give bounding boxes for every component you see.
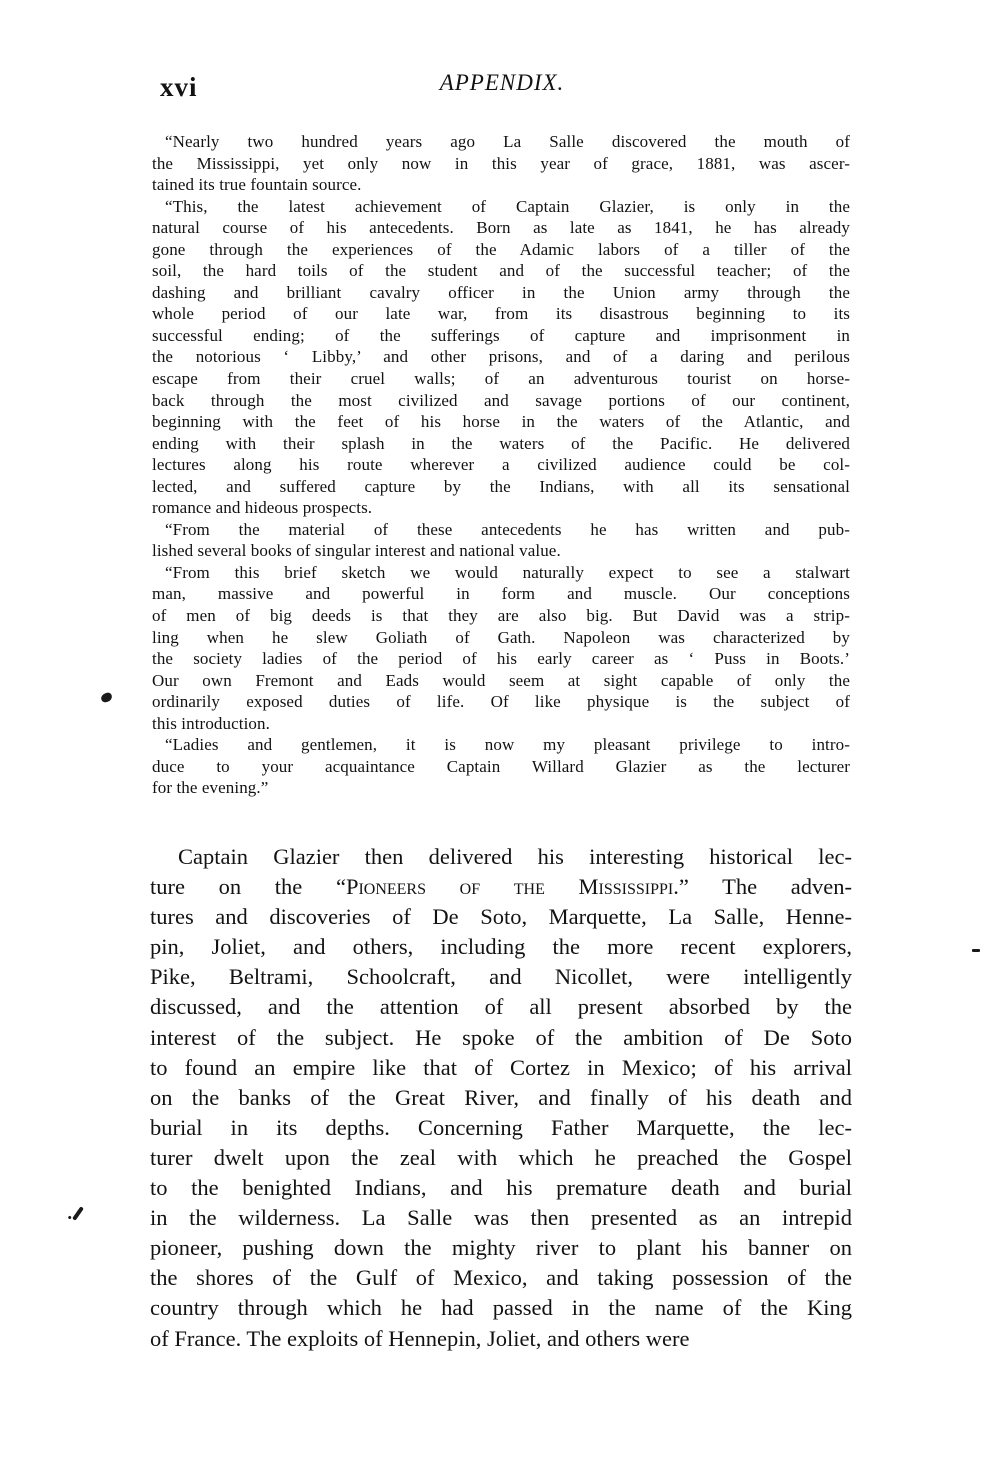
text-line: lectures along his route wherever a civilized audience could be col- — [152, 455, 850, 475]
text-line: the shores of the Gulf of Mexico, and taking possession of the — [150, 1265, 852, 1291]
text-line: ordinarily exposed duties of life. Of like physique is the subject of — [152, 692, 850, 712]
text-line: the Mississippi, yet only now in this year of grace, 1881, was ascer- — [152, 153, 850, 173]
text-line: “Nearly two hundred years ago La Salle discovered the mouth of — [165, 132, 850, 151]
page-header — [152, 70, 852, 104]
text-line: ending with their splash in the waters of the Pacific. He delivered — [152, 433, 850, 453]
text-line: dashing and brilliant cavalry officer in the Union army through the — [152, 282, 850, 302]
text-line: country through which he had passed in the name of the King — [150, 1295, 852, 1321]
text-line: romance and hideous prospects. — [152, 498, 373, 518]
text-line: ling when he slew Goliath of Gath. Napoleon was characterized by — [152, 627, 850, 647]
text-line: “From this brief sketch we would naturally expect to see a stalwart — [165, 562, 850, 582]
text-line: to found an empire like that of Cortez in Mexico; of his arrival — [150, 1054, 852, 1080]
text-line: in the wilderness. La Salle was then presented as an intrepid — [150, 1205, 852, 1231]
text-line: gone through the experiences of the Adamic labors of a tiller of the — [152, 239, 850, 259]
text-segment: ” The adven- — [678, 874, 852, 900]
text-line: Our own Fremont and Eads would seem at sight capable of only the — [152, 670, 850, 690]
ink-speck — [72, 1206, 84, 1221]
text-segment: ture on the “ — [150, 874, 346, 900]
text-line: the notorious ‘ Libby,’ and other prisons, and of a daring and perilous — [152, 347, 850, 367]
text-line: duce to your acquaintance Captain Willard Glazier as the lecturer — [152, 756, 850, 776]
text-line: whole period of our late war, from its disastrous beginning to its — [152, 304, 850, 324]
text-line: the society ladies of the period of his early career as ‘ Puss in Boots.’ — [152, 649, 850, 669]
text-line: to the benighted Indians, and his premature death and burial — [150, 1175, 852, 1201]
text-line: turer dwelt upon the zeal with which he preached the Gospel — [150, 1144, 852, 1170]
text-line: escape from their cruel walls; of an adventurous tourist on horse- — [152, 369, 850, 389]
text-line: soil, the hard toils of the student and of the successful teacher; of the — [152, 261, 850, 281]
text-line: tained its true fountain source. — [152, 175, 362, 195]
text-line: “From the material of these antecedents he has written and pub- — [165, 519, 850, 539]
ink-speck — [100, 692, 113, 704]
main-text-block — [150, 842, 852, 1354]
text-line: “This, the latest achievement of Captain Glazier, is only in the — [165, 196, 850, 216]
text-line: for the evening.” — [152, 778, 269, 798]
small-caps-title: Pioneers of the Mississippi. — [345, 874, 679, 900]
text-line: interest of the subject. He spoke of the ambition of De Soto — [150, 1024, 852, 1050]
text-line: tures and discoveries of De Soto, Marquette, La Salle, Henne- — [150, 904, 852, 930]
ink-speck — [972, 949, 980, 952]
text-line: on the banks of the Great River, and finally of his death and — [150, 1084, 852, 1110]
text-line: back through the most civilized and savage portions of our continent, — [152, 390, 850, 410]
text-line: pioneer, pushing down the mighty river to plant his banner on — [150, 1235, 852, 1261]
text-line: Pike, Beltrami, Schoolcraft, and Nicollet, were intelligently — [150, 964, 852, 990]
page-number: xvi — [160, 72, 198, 102]
text-line: discussed, and the attention of all present absorbed by the — [150, 994, 852, 1020]
text-line: Captain Glazier then delivered his interesting historical lec- — [178, 844, 852, 869]
text-line: lished several books of singular interest and national value. — [152, 541, 561, 561]
text-line: of France. The exploits of Hennepin, Joliet, and others were — [150, 1325, 690, 1351]
running-head: APPENDIX. — [439, 70, 565, 95]
text-line: of men of big deeds is that they are also big. But David was a strip- — [152, 606, 850, 626]
text-line: man, massive and powerful in form and muscle. Our conceptions — [152, 584, 850, 604]
text-line: this introduction. — [152, 713, 270, 733]
text-line: lected, and suffered capture by the Indians, with all its sensational — [152, 476, 850, 496]
text-line: “Ladies and gentlemen, it is now my pleasant privilege to intro- — [165, 735, 850, 755]
quoted-introduction-block — [152, 131, 850, 799]
text-line: beginning with the feet of his horse in the waters of the Atlantic, and — [152, 412, 850, 432]
text-line: natural course of his antecedents. Born as late as 1841, he has already — [152, 218, 850, 238]
text-line: successful ending; of the sufferings of capture and imprisonment in — [152, 325, 850, 345]
text-line — [150, 872, 852, 902]
text-line: pin, Joliet, and others, including the more recent explorers, — [150, 934, 852, 960]
text-line: burial in its depths. Concerning Father Marquette, the lec- — [150, 1114, 852, 1140]
